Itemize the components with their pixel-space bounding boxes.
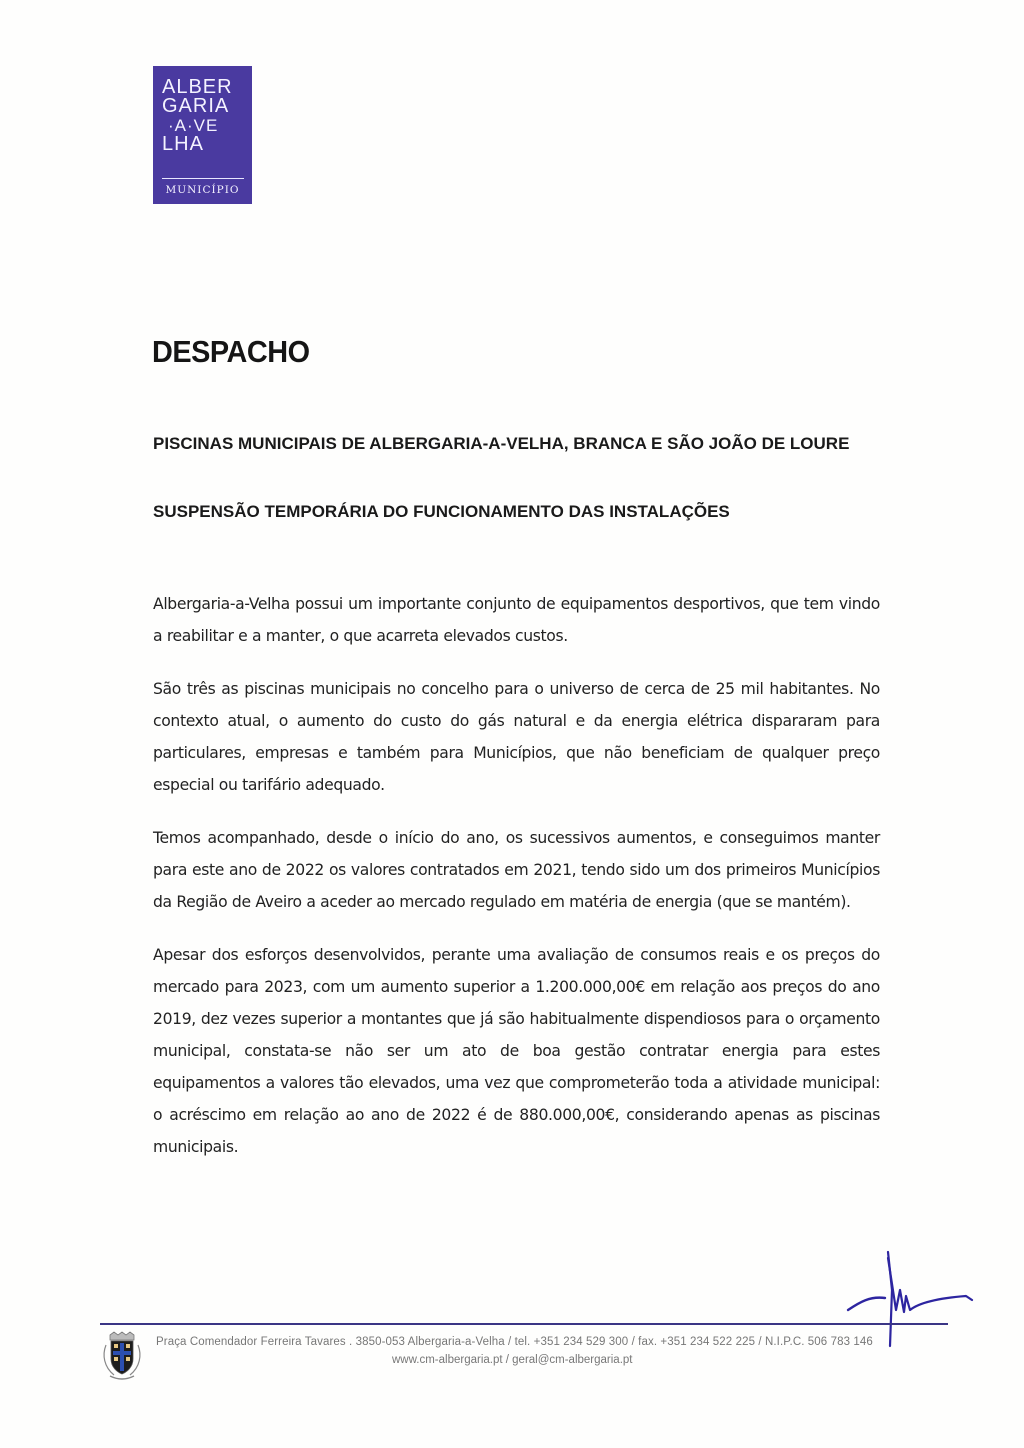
logo-line-4: LHA — [162, 133, 204, 155]
logo-line-3: ·A·VE — [168, 116, 219, 135]
footer-contact-web: www.cm-albergaria.pt / geral@cm-albergaria.pt — [392, 1354, 633, 1366]
document-title: DESPACHO — [152, 334, 310, 369]
logo-line-2: GARIA — [162, 95, 230, 117]
footer-divider — [100, 1323, 948, 1325]
paragraph-1: Albergaria-a-Velha possui um importante conjunto de equipamentos desportivos, que tem vindo a reabilitar e a manter, o que acarreta elevados custos. — [153, 595, 880, 645]
paragraph-3: Temos acompanhado, desde o início do ano, os sucessivos aumentos, e conseguimos manter para este ano de 2022 os valores contratados em 2021, tendo sido um dos primeiros Municípios da Região de Aveiro a aceder ao mercado regulado em matéria de energia (que se mantém). — [153, 829, 880, 911]
paragraph-4: Apesar dos esforços desenvolvidos, perante uma avaliação de consumos reais e os preços do mercado para 2023, com um aumento superior a 1.200.000,00€ em relação aos preços do ano 2019, dez vezes superior a montantes que já são habitualmente dispendiosos para o orçamento municipal, constata-se não ser um ato de boa gestão contratar energia para estes equipamentos a valores tão elevados, uma vez que comprometerão toda a atividade municipal: o acréscimo em relação ao ano de 2022 é de 880.000,00€, considerando apenas as piscinas municipais. — [153, 946, 880, 1156]
footer-address: Praça Comendador Ferreira Tavares . 3850-053 Albergaria-a-Velha / tel. +351 234 529 300 / fax. +351 234 522 225 / N.I.P.C. 506 783 146 — [156, 1336, 873, 1348]
subheading-suspension: SUSPENSÃO TEMPORÁRIA DO FUNCIONAMENTO DAS INSTALAÇÕES — [153, 502, 730, 521]
municipal-coat-of-arms-icon — [100, 1331, 144, 1381]
municipality-logo — [153, 66, 252, 204]
logo-line-1: ALBER — [162, 76, 233, 98]
document-body — [153, 588, 880, 1184]
subheading-facilities: PISCINAS MUNICIPAIS DE ALBERGARIA-A-VELHA, BRANCA E SÃO JOÃO DE LOURE — [153, 434, 850, 453]
logo-subtitle: MUNICÍPIO — [165, 184, 240, 196]
logo-divider — [162, 178, 244, 179]
paragraph-2: São três as piscinas municipais no concelho para o universo de cerca de 25 mil habitantes. No contexto atual, o aumento do custo do gás natural e da energia elétrica dispararam para particulares, empresas e também para Municípios, que não beneficiam de qualquer preço especial ou tarifário adequado. — [153, 680, 880, 794]
